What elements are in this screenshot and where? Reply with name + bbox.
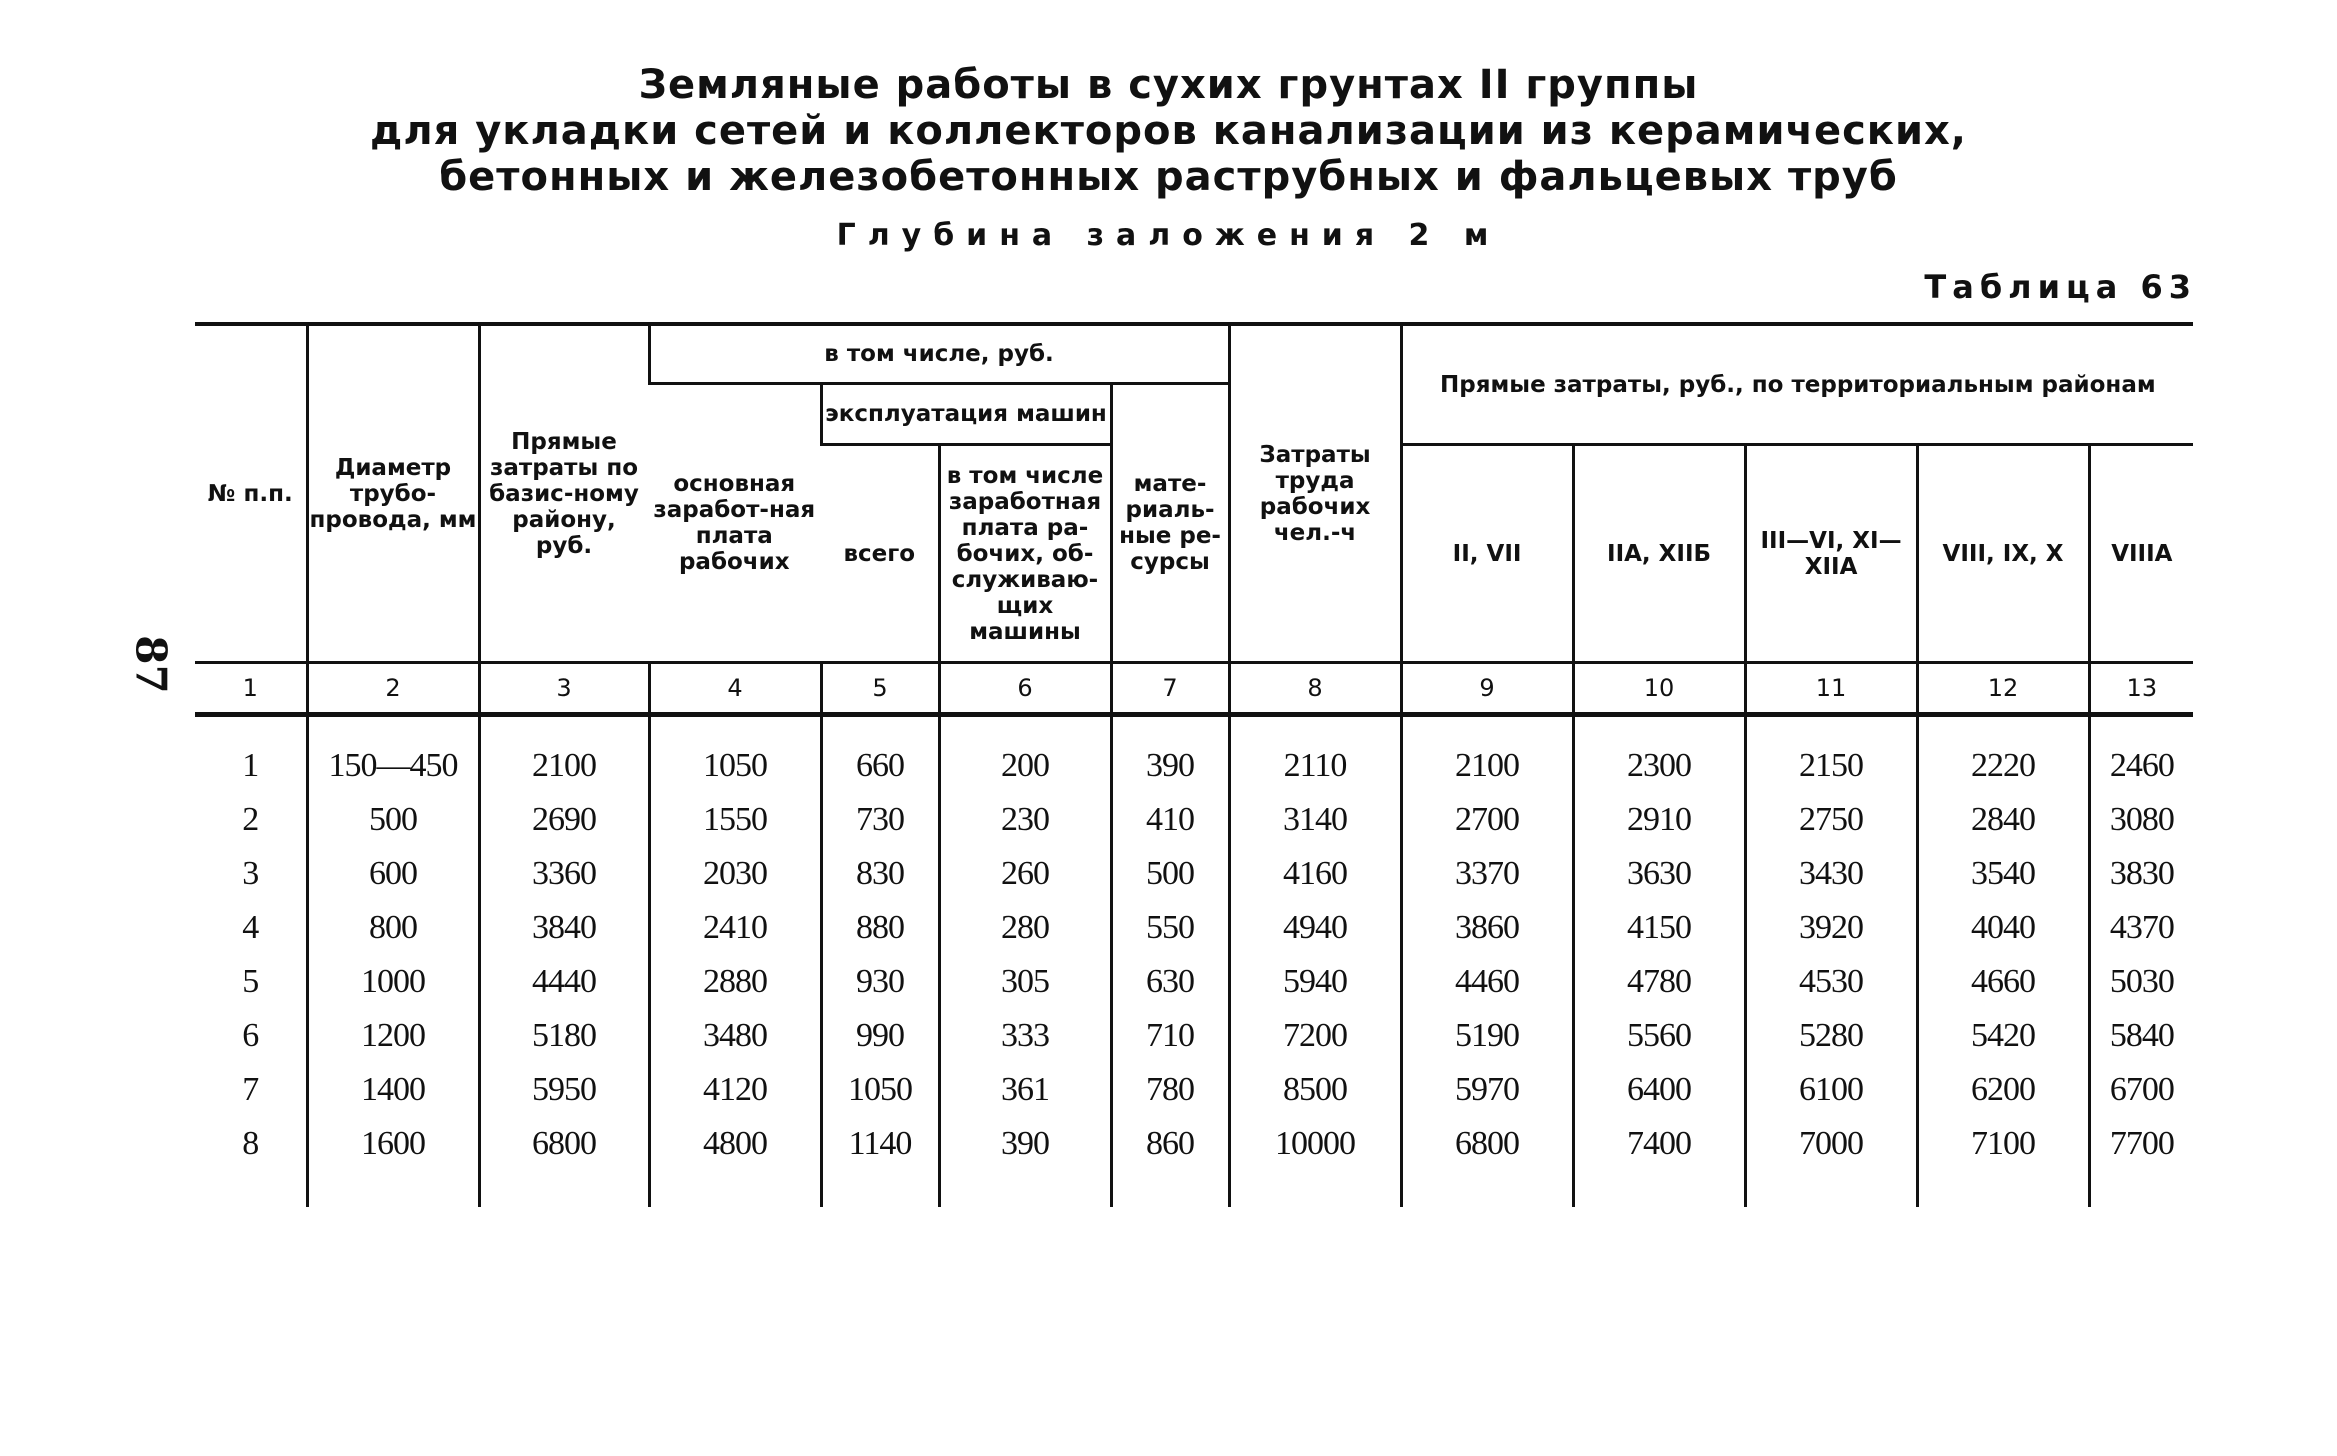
header-region-2: IIА, XIIБ [1573, 445, 1745, 663]
column-number: 13 [2089, 663, 2193, 715]
cell-materials: 710 [1111, 1009, 1229, 1063]
cell-machines-total: 660 [821, 715, 939, 794]
cell-direct-base: 2100 [479, 715, 649, 794]
cell-region-3: 5280 [1745, 1009, 1917, 1063]
cell-num: 7 [242, 1071, 259, 1108]
cell-machines-total: 1050 [821, 1063, 939, 1117]
cell-labor: 7200 [1229, 1009, 1401, 1063]
header-row-1 [195, 324, 2193, 384]
header-region-3: III—VI, XI—XIIА [1745, 445, 1917, 663]
header-including-rub: в том числе, руб. [649, 324, 1229, 384]
cell-labor: 10000 [1229, 1117, 1401, 1207]
cell-materials: 630 [1111, 955, 1229, 1009]
cell-region-5: 6700 [2089, 1063, 2193, 1117]
column-number: 10 [1573, 663, 1745, 715]
cell-region-2: 4780 [1573, 955, 1745, 1009]
header-regional: Прямые затраты, руб., по территориальным районам [1401, 324, 2193, 445]
cell-region-1: 5190 [1401, 1009, 1573, 1063]
cell-region-5: 5840 [2089, 1009, 2193, 1063]
cell-diameter: 1600 [307, 1117, 479, 1207]
cell-region-4: 4040 [1917, 901, 2089, 955]
cell-machines-total: 880 [821, 901, 939, 955]
document-title [0, 62, 2337, 200]
cell-machines-wage: 280 [939, 901, 1111, 955]
cell-diameter: 1200 [307, 1009, 479, 1063]
cell-region-3: 2150 [1745, 715, 1917, 794]
cell-region-2: 5560 [1573, 1009, 1745, 1063]
cell-wage: 3480 [649, 1009, 821, 1063]
column-number: 5 [821, 663, 939, 715]
cell-region-5: 4370 [2089, 901, 2193, 955]
cell-region-1: 2100 [1401, 715, 1573, 794]
cell-machines-wage: 333 [939, 1009, 1111, 1063]
title-line-3: бетонных и железобетонных раструбных и фальцевых труб [439, 154, 1898, 200]
title-line-2: для укладки сетей и коллекторов канализации из керамических, [370, 108, 1967, 154]
cost-table [195, 322, 2193, 1207]
cell-region-1: 6800 [1401, 1117, 1573, 1207]
cell-region-3: 3430 [1745, 847, 1917, 901]
header-machines: эксплуатация машин [821, 384, 1111, 445]
cell-machines-wage: 260 [939, 847, 1111, 901]
cell-num: 8 [242, 1125, 259, 1162]
column-number: 1 [195, 663, 307, 715]
column-number: 8 [1229, 663, 1401, 715]
cell-diameter: 600 [307, 847, 479, 901]
column-number: 3 [479, 663, 649, 715]
cell-machines-total: 830 [821, 847, 939, 901]
cell-machines-total: 1140 [821, 1117, 939, 1207]
cell-region-1: 5970 [1401, 1063, 1573, 1117]
header-diameter: Диаметр трубо-провода, мм [307, 324, 479, 663]
cell-machines-total: 730 [821, 793, 939, 847]
cell-materials: 550 [1111, 901, 1229, 955]
column-number: 2 [307, 663, 479, 715]
cell-labor: 5940 [1229, 955, 1401, 1009]
cell-direct-base: 5950 [479, 1063, 649, 1117]
cell-wage: 1550 [649, 793, 821, 847]
cell-machines-wage: 200 [939, 715, 1111, 794]
table-row [195, 1117, 2193, 1207]
cell-region-2: 6400 [1573, 1063, 1745, 1117]
cell-region-2: 7400 [1573, 1117, 1745, 1207]
cell-machines-wage: 230 [939, 793, 1111, 847]
cell-region-3: 4530 [1745, 955, 1917, 1009]
cell-region-4: 2840 [1917, 793, 2089, 847]
cell-region-4: 6200 [1917, 1063, 2089, 1117]
column-number: 12 [1917, 663, 2089, 715]
cell-labor: 4940 [1229, 901, 1401, 955]
table-row [195, 793, 2193, 847]
cell-labor: 2110 [1229, 715, 1401, 794]
cell-region-5: 3080 [2089, 793, 2193, 847]
cell-region-2: 4150 [1573, 901, 1745, 955]
cell-region-4: 3540 [1917, 847, 2089, 901]
cell-region-2: 2300 [1573, 715, 1745, 794]
table-row [195, 1063, 2193, 1117]
cell-machines-wage: 390 [939, 1117, 1111, 1207]
cell-direct-base: 2690 [479, 793, 649, 847]
cell-labor: 8500 [1229, 1063, 1401, 1117]
column-number: 4 [649, 663, 821, 715]
cell-region-2: 3630 [1573, 847, 1745, 901]
cell-region-4: 2220 [1917, 715, 2089, 794]
cell-region-3: 7000 [1745, 1117, 1917, 1207]
cell-wage: 4800 [649, 1117, 821, 1207]
cell-direct-base: 3840 [479, 901, 649, 955]
cell-labor: 4160 [1229, 847, 1401, 901]
cell-diameter: 1000 [307, 955, 479, 1009]
header-labor: Затраты труда рабочих чел.-ч [1229, 324, 1401, 663]
cell-direct-base: 6800 [479, 1117, 649, 1207]
cell-wage: 2410 [649, 901, 821, 955]
cell-region-4: 4660 [1917, 955, 2089, 1009]
cell-num: 3 [242, 855, 259, 892]
cell-machines-total: 990 [821, 1009, 939, 1063]
column-number-row [195, 663, 2193, 715]
cell-materials: 390 [1111, 715, 1229, 794]
table-row [195, 847, 2193, 901]
title-line-1: Земляные работы в сухих грунтах II группы [638, 62, 1699, 108]
cell-diameter: 1400 [307, 1063, 479, 1117]
cell-num: 2 [242, 801, 259, 838]
depth-subtitle: Глубина заложения 2 м [836, 218, 1501, 253]
cell-region-1: 3860 [1401, 901, 1573, 955]
cell-region-3: 3920 [1745, 901, 1917, 955]
cell-region-5: 5030 [2089, 955, 2193, 1009]
cell-direct-base: 5180 [479, 1009, 649, 1063]
cell-num: 1 [242, 747, 259, 784]
cell-region-2: 2910 [1573, 793, 1745, 847]
header-region-1: II, VII [1401, 445, 1573, 663]
cell-direct-base: 3360 [479, 847, 649, 901]
header-machines-total: всего [821, 445, 939, 663]
cell-wage: 2030 [649, 847, 821, 901]
cell-num: 4 [242, 909, 259, 946]
cell-materials: 780 [1111, 1063, 1229, 1117]
table-row [195, 901, 2193, 955]
cell-region-5: 2460 [2089, 715, 2193, 794]
header-materials: мате-риаль-ные ре-сурсы [1111, 384, 1229, 663]
cell-machines-total: 930 [821, 955, 939, 1009]
cell-materials: 500 [1111, 847, 1229, 901]
cell-region-3: 6100 [1745, 1063, 1917, 1117]
cell-num: 6 [242, 1017, 259, 1054]
column-number: 9 [1401, 663, 1573, 715]
table-row [195, 1009, 2193, 1063]
cell-diameter: 500 [307, 793, 479, 847]
cell-region-5: 7700 [2089, 1117, 2193, 1207]
cell-region-1: 2700 [1401, 793, 1573, 847]
table-row [195, 715, 2193, 794]
cell-direct-base: 4440 [479, 955, 649, 1009]
header-machines-wage: в том числе заработная плата ра-бочих, об-служиваю-щих машины [939, 445, 1111, 663]
column-number: 11 [1745, 663, 1917, 715]
header-direct-base: Прямые затраты по базис-ному району, руб. [479, 324, 649, 663]
cell-machines-wage: 361 [939, 1063, 1111, 1117]
column-number: 6 [939, 663, 1111, 715]
cell-diameter: 150—450 [307, 715, 479, 794]
header-wage: основная заработ-ная плата рабочих [649, 384, 821, 663]
cell-labor: 3140 [1229, 793, 1401, 847]
cell-region-5: 3830 [2089, 847, 2193, 901]
cell-machines-wage: 305 [939, 955, 1111, 1009]
header-region-5: VIIIА [2089, 445, 2193, 663]
cell-wage: 4120 [649, 1063, 821, 1117]
page-number: 87 [126, 635, 176, 694]
cell-region-1: 3370 [1401, 847, 1573, 901]
cell-num: 5 [242, 963, 259, 1000]
cell-wage: 2880 [649, 955, 821, 1009]
cell-wage: 1050 [649, 715, 821, 794]
table-row [195, 955, 2193, 1009]
column-number: 7 [1111, 663, 1229, 715]
cell-materials: 410 [1111, 793, 1229, 847]
header-region-4: VIII, IX, X [1917, 445, 2089, 663]
cell-region-3: 2750 [1745, 793, 1917, 847]
cell-diameter: 800 [307, 901, 479, 955]
header-num: № п.п. [207, 480, 293, 507]
cell-region-1: 4460 [1401, 955, 1573, 1009]
cell-materials: 860 [1111, 1117, 1229, 1207]
cell-region-4: 7100 [1917, 1117, 2089, 1207]
table-number-label: Таблица 63 [1924, 268, 2197, 306]
cell-region-4: 5420 [1917, 1009, 2089, 1063]
